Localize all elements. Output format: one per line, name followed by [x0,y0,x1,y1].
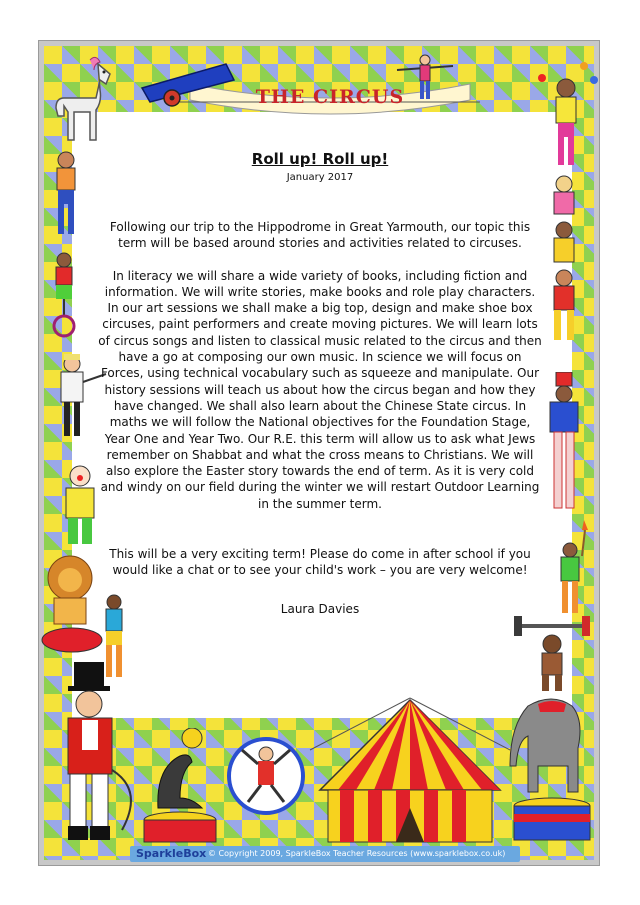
unicyclist-illustration [46,250,86,340]
tightrope-walker-illustration [395,52,455,104]
acrobat-tower-illustration [540,174,588,344]
signature: Laura Davies [280,601,360,616]
copyright-notice: © Copyright 2009, SparkleBox Teacher Resources (www.sparklebox.co.uk) [208,849,506,858]
elephant-on-drum-illustration [508,696,594,846]
cannon-illustration [138,58,238,108]
horse-illustration [50,54,130,144]
paragraph-curriculum: In literacy we will share a wide variety of books, including fiction and information. We will write stories, make books and role play characters. In our art sessions we shall make a big top, design and make shoe box circuses, paint performers and create moving pictures. We will learn lots of circus songs and listen to classical music related to the circus and then have a go at composing our own music. In science we will focus on Forces, using technical vocabulary such as squeeze and manipulate. Our history sessions will teach us about how the circus began and how they have changed. We shall also learn about the Chinese State circus. In maths we will follow the National objectives for the Foundation Stage, Year One and Year Two. Our R.E. this term will allow us to ask what Jews remember on Shabbat and what the cross means to Christians. We will also explore the Easter story towards the end of term. As it is very cold and windy on our field during the winter we will restart Outdoor Learning in the summer term. [98,268,542,511]
paragraph-invitation: This will be a very exciting term! Please do come in after school if you would like a chat or to see your child's work – you are very welcome! [109,547,531,578]
letter-body [98,150,542,617]
banner-title: THE CIRCUS [255,86,405,108]
juggler-left-illustration [46,150,86,240]
big-top-tent-illustration [300,690,520,846]
sparklebox-logo: SparkleBox [136,847,207,860]
fire-juggler-illustration [552,520,592,620]
seal-on-drum-illustration [140,728,220,846]
stilt-walker-illustration [536,372,592,512]
ringmaster-illustration [52,660,148,846]
monkey-weightlifter-illustration [512,610,592,694]
letter-date: January 2017 [286,172,354,183]
letter-heading: Roll up! Roll up! [251,150,389,168]
knife-throwing-wheel-illustration [226,736,306,816]
juggler-right-illustration [536,60,600,170]
paragraph-intro: Following our trip to the Hippodrome in Great Yarmouth, our topic this term will be based around stories and activities related to circuses. [109,220,531,251]
